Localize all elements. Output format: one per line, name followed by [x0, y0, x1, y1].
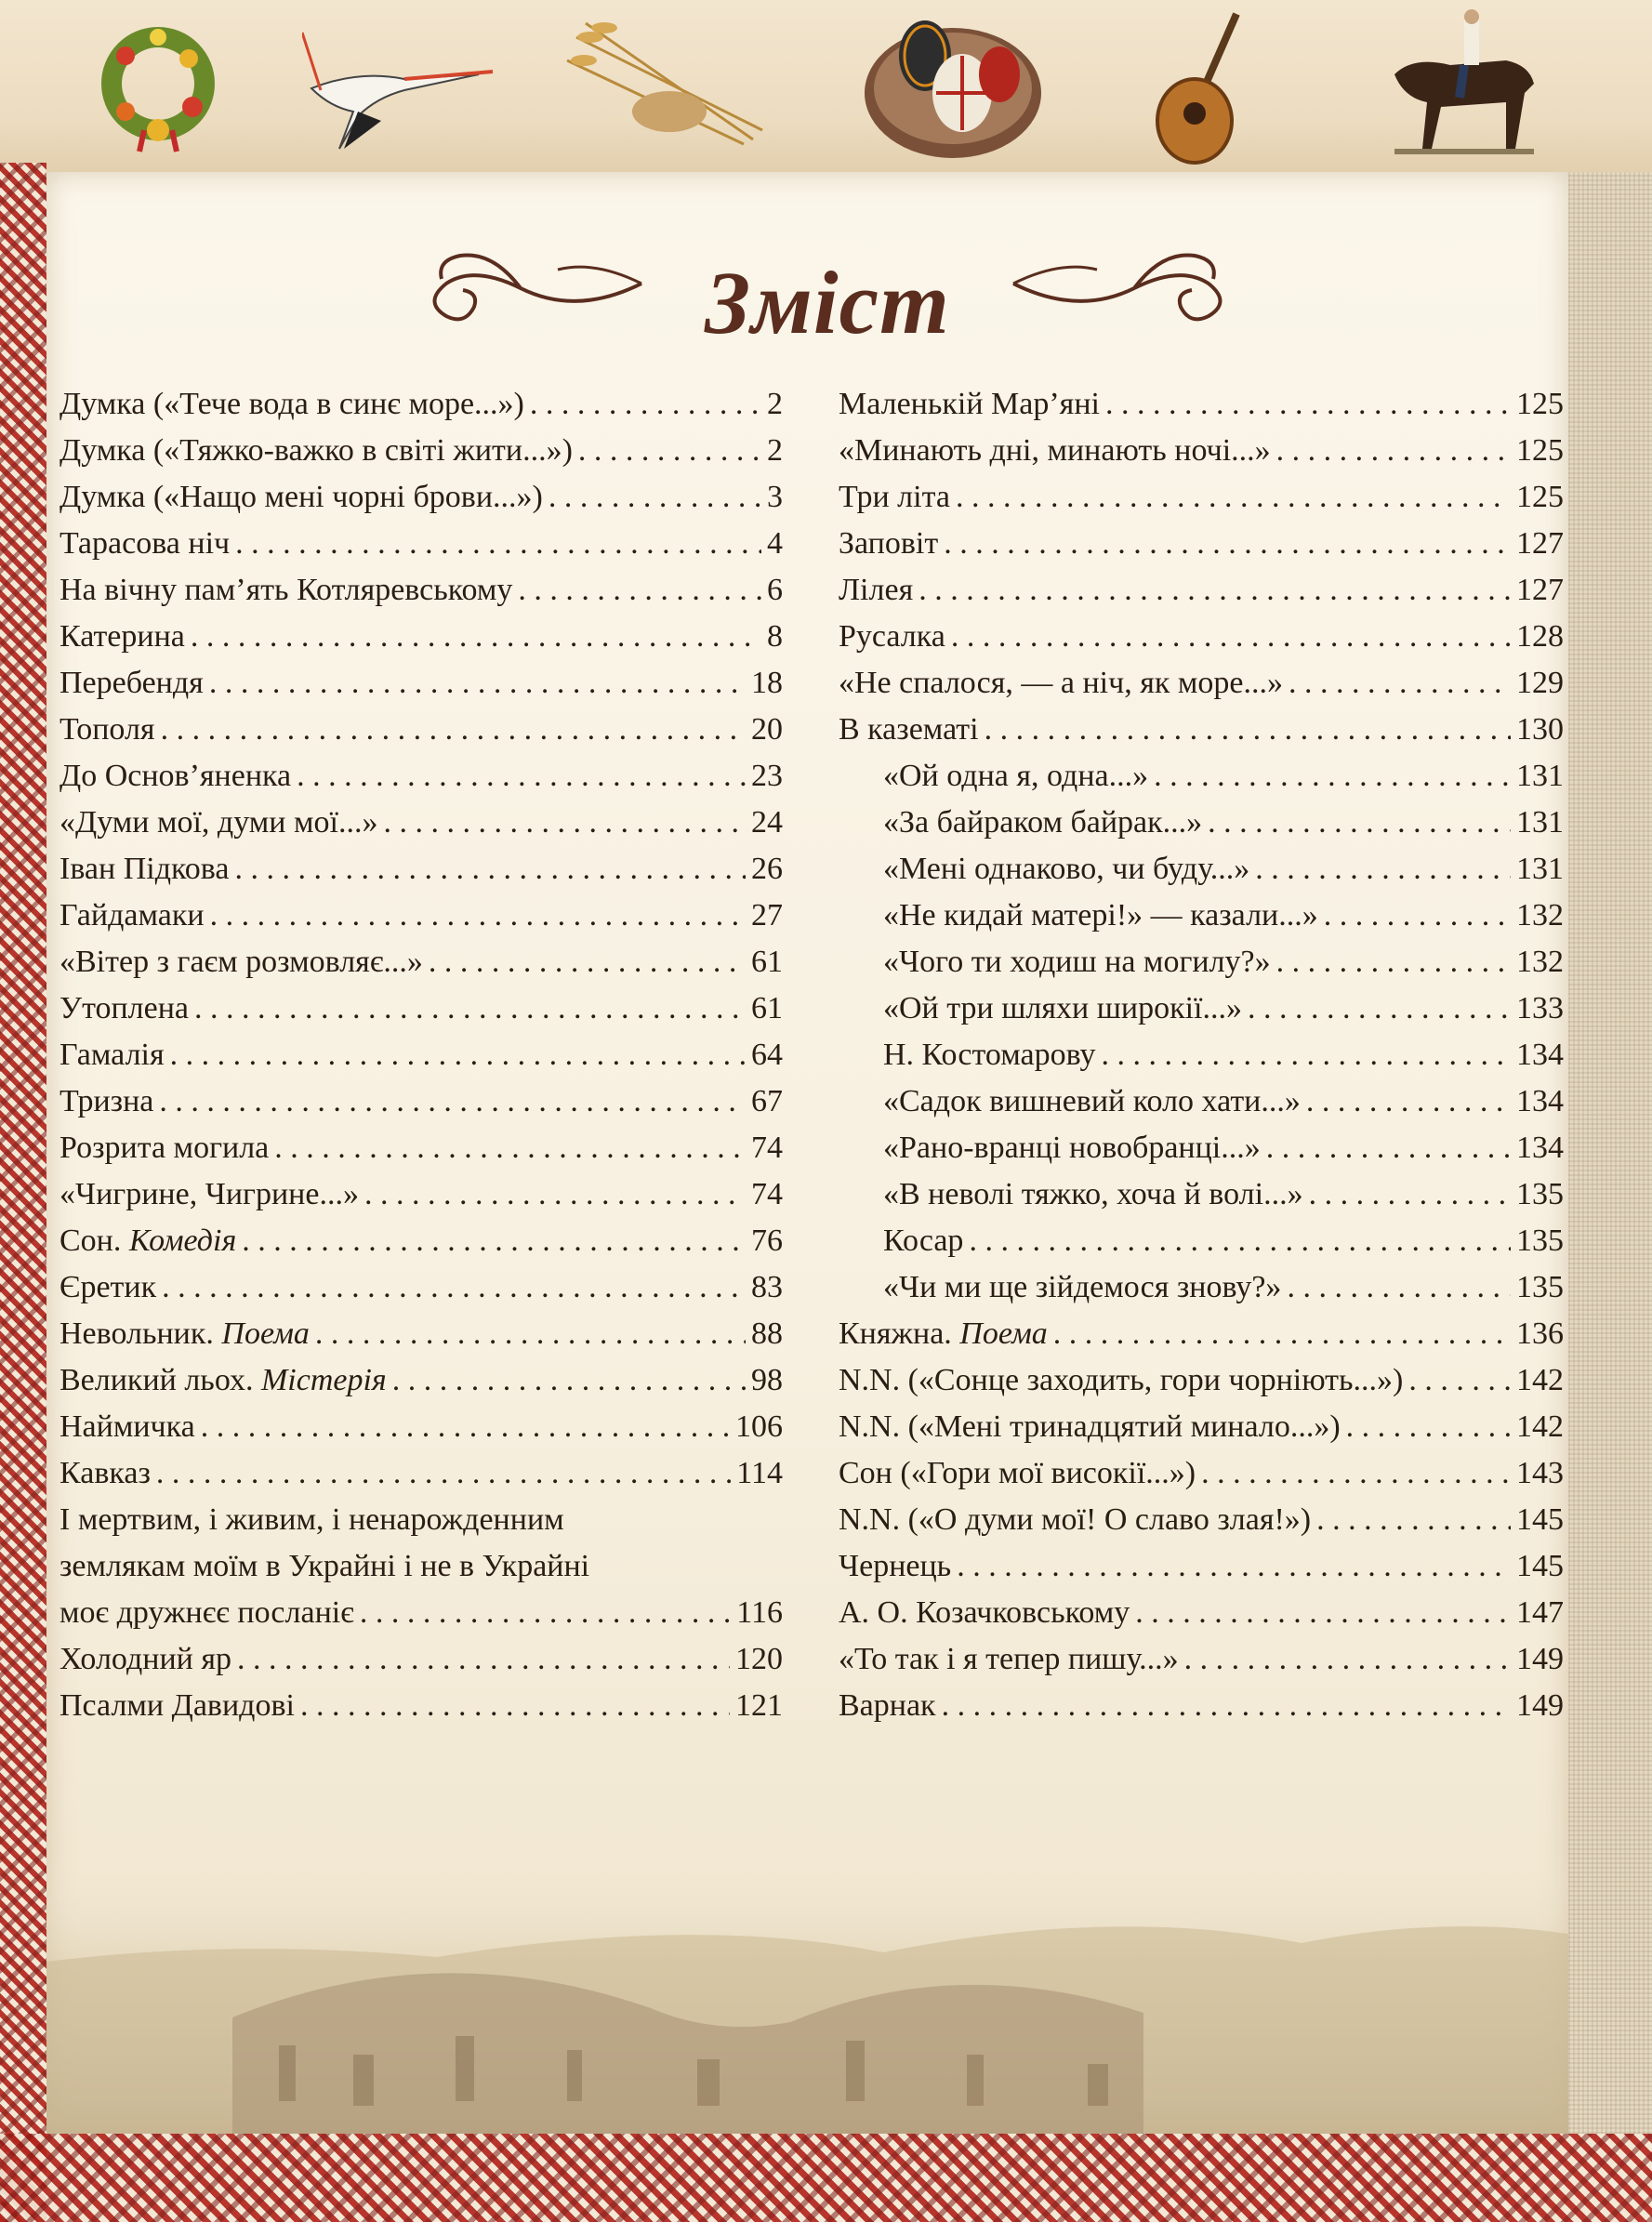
- toc-entry-title: Думка («Тяжко-важко в світі жити...»): [59, 433, 573, 468]
- toc-entry-page: 133: [1516, 991, 1564, 1025]
- toc-entry[interactable]: [839, 428, 1564, 474]
- toc-entry-title: «Садок вишневий коло хати...»: [883, 1084, 1301, 1118]
- stork-icon: [302, 23, 497, 153]
- toc-entry-title: Катерина: [59, 619, 185, 654]
- dot-leader: [1201, 1450, 1511, 1497]
- dot-leader: [159, 1078, 746, 1125]
- toc-entry[interactable]: [839, 474, 1564, 521]
- dot-leader: [1276, 428, 1511, 474]
- toc-entry-genre: Комедія: [128, 1223, 237, 1258]
- dot-leader: [300, 1683, 730, 1729]
- toc-entry[interactable]: [839, 800, 1564, 846]
- toc-entry-page: 131: [1516, 852, 1564, 886]
- toc-entry-title: N.N. («Сонце заходить, гори чорніють...»): [839, 1363, 1404, 1397]
- toc-entry[interactable]: [839, 1450, 1564, 1497]
- toc-entry-page: 74: [751, 1177, 783, 1211]
- right-flourish-icon: [1004, 232, 1246, 335]
- dot-leader: [951, 614, 1511, 660]
- dot-leader: [191, 614, 761, 660]
- dot-leader: [235, 846, 746, 893]
- toc-entry-title: «Не кидай матері!» — казали...»: [883, 898, 1318, 932]
- dot-leader: [1208, 800, 1511, 846]
- dot-leader: [201, 1404, 730, 1450]
- toc-entry-page: 88: [751, 1316, 783, 1351]
- dot-leader: [1309, 1171, 1511, 1218]
- toc-entry-title: «В неволі тяжко, хоча й волі...»: [883, 1177, 1303, 1211]
- toc-entry[interactable]: [839, 753, 1564, 800]
- toc-entry-title: «Чи ми ще зійдемося знову?»: [883, 1270, 1282, 1304]
- dot-leader: [1287, 1264, 1511, 1311]
- toc-entry[interactable]: [839, 707, 1564, 753]
- dot-leader: [919, 567, 1511, 614]
- toc-entry-title: «Мені однаково, чи буду...»: [883, 852, 1250, 886]
- wreath-icon: [88, 14, 228, 153]
- dot-leader: [969, 1218, 1511, 1264]
- toc-entry-title: Варнак: [839, 1688, 936, 1723]
- dot-leader: [1184, 1636, 1511, 1683]
- toc-entry-title: Розрита могила: [59, 1131, 270, 1165]
- toc-entry-page: 2: [767, 433, 783, 468]
- toc-entry-title: Маленькій Мар’яні: [839, 387, 1100, 421]
- dot-leader: [1105, 381, 1511, 428]
- toc-entry-page: 135: [1516, 1177, 1564, 1211]
- toc-entry-page: 132: [1516, 945, 1564, 979]
- dot-leader: [162, 1264, 746, 1311]
- toc-entry[interactable]: [59, 1311, 783, 1357]
- dot-leader: [1255, 846, 1511, 893]
- toc-entry-title: «Думи мої, думи мої...»: [59, 805, 378, 840]
- toc-entry-page: 127: [1516, 526, 1564, 561]
- toc-entry[interactable]: [839, 1357, 1564, 1404]
- dot-leader: [429, 939, 746, 985]
- dot-leader: [383, 800, 746, 846]
- toc-entry-page: 61: [751, 991, 783, 1025]
- toc-entry-page: 135: [1516, 1270, 1564, 1304]
- toc-entry-page: 4: [767, 526, 783, 561]
- toc-entry-page: 149: [1516, 1688, 1564, 1723]
- toc-entry-title-line: моє дружнєє посланіє: [59, 1595, 354, 1630]
- dot-leader: [1306, 1078, 1511, 1125]
- toc-entry-title: Княжна. Поема: [839, 1316, 1048, 1351]
- dot-leader: [161, 707, 746, 753]
- dot-leader: [237, 1636, 730, 1683]
- linen-border-right: [1568, 172, 1652, 2134]
- toc-entry-title: Думка («Нащо мені чорні брови...»): [59, 480, 543, 514]
- dot-leader: [1154, 753, 1511, 800]
- toc-entry[interactable]: [839, 893, 1564, 939]
- toc-entry-title-line: І мертвим, і живим, і ненарожденним: [59, 1502, 564, 1537]
- dot-leader: [942, 1683, 1511, 1729]
- dot-leader: [1266, 1125, 1511, 1171]
- toc-entry-page: 145: [1516, 1502, 1564, 1537]
- dot-leader: [1316, 1497, 1511, 1543]
- toc-entry-page: 20: [751, 712, 783, 747]
- page-title: Зміст: [705, 253, 950, 352]
- toc-entry-page: 114: [736, 1456, 783, 1490]
- toc-entry-page: 67: [751, 1084, 783, 1118]
- toc-entry-page: 142: [1516, 1409, 1564, 1444]
- toc-entry-title: Три літа: [839, 480, 950, 514]
- dot-leader: [315, 1311, 746, 1357]
- toc-entry-page: 76: [751, 1223, 783, 1258]
- dot-leader: [360, 1590, 731, 1636]
- toc-entry-title: Тарасова ніч: [59, 526, 231, 561]
- toc-entry-page: 125: [1516, 387, 1564, 421]
- dot-leader: [156, 1450, 731, 1497]
- wheat-icon: [558, 9, 781, 158]
- toc-entry[interactable]: [839, 1404, 1564, 1450]
- dot-leader: [170, 1032, 746, 1078]
- toc-entry[interactable]: [59, 1171, 783, 1218]
- toc-entry-page: 6: [767, 573, 783, 607]
- toc-entry[interactable]: [59, 1264, 783, 1311]
- toc-entry[interactable]: [59, 1125, 783, 1171]
- toc-entry[interactable]: [59, 1683, 783, 1729]
- dot-leader: [944, 521, 1511, 567]
- steppe-landscape-illustration: [46, 1850, 1568, 2134]
- toc-entry-title: Великий льох. Містерія: [59, 1363, 387, 1397]
- toc-entry-title: А. О. Козачковському: [839, 1595, 1130, 1630]
- dot-leader: [956, 474, 1511, 521]
- toc-entry[interactable]: [839, 846, 1564, 893]
- toc-entry[interactable]: [59, 1218, 783, 1264]
- toc-entry[interactable]: [59, 1450, 783, 1497]
- toc-entry[interactable]: [839, 614, 1564, 660]
- toc-entry[interactable]: [839, 1636, 1564, 1683]
- toc-entry-title: Гайдамаки: [59, 898, 205, 932]
- toc-entry-title: «Ой три шляхи широкії...»: [883, 991, 1242, 1025]
- toc-entry-title: Утоплена: [59, 991, 190, 1025]
- toc-entry-page: 74: [751, 1131, 783, 1165]
- toc-entry-page: 128: [1516, 619, 1564, 654]
- toc-entry-genre: Містерія: [260, 1363, 387, 1397]
- toc-column-left: [59, 381, 783, 1729]
- toc-entry-page: 132: [1516, 898, 1564, 932]
- toc-entry[interactable]: [59, 846, 783, 893]
- title-block: [409, 214, 1246, 353]
- toc-entry-page: 134: [1516, 1084, 1564, 1118]
- toc-entry-title: Наймичка: [59, 1409, 195, 1444]
- toc-entry-title: N.N. («О думи мої! О славо злая!»): [839, 1502, 1312, 1537]
- dot-leader: [1102, 1032, 1511, 1078]
- toc-entry-title: Іван Підкова: [59, 852, 230, 886]
- toc-entry[interactable]: [59, 521, 783, 567]
- toc-entry[interactable]: [839, 567, 1564, 614]
- toc-entry-title: Косар: [883, 1223, 964, 1258]
- toc-entry[interactable]: [839, 1218, 1564, 1264]
- dot-leader: [578, 428, 761, 474]
- dot-leader: [1053, 1311, 1511, 1357]
- toc-entry-title: «То так і я тепер пишу...»: [839, 1642, 1179, 1676]
- toc-column-right: [839, 381, 1564, 1729]
- toc-entry-title: Псалми Давидові: [59, 1688, 295, 1723]
- toc-entry-title: Думка («Тече вода в синє море...»): [59, 387, 524, 421]
- toc-entry-page: 2: [767, 387, 783, 421]
- toc-entry[interactable]: [839, 1683, 1564, 1729]
- toc-entry-title: Сон («Гори мої високії...»): [839, 1456, 1196, 1490]
- toc-entry[interactable]: [59, 567, 783, 614]
- toc-entry-title: До Основ’яненка: [59, 759, 292, 793]
- toc-entry[interactable]: [59, 1357, 783, 1404]
- toc-entry-title: Тризна: [59, 1084, 154, 1118]
- toc-entry[interactable]: [839, 1311, 1564, 1357]
- toc-entry[interactable]: [59, 428, 783, 474]
- toc-entry-title: N.N. («Мені тринадцятий минало...»): [839, 1409, 1341, 1444]
- toc-entry-page: 98: [751, 1363, 783, 1397]
- cossack-rider-icon: [1376, 9, 1543, 163]
- toc-entry-page: 136: [1516, 1316, 1564, 1351]
- toc-entry[interactable]: [59, 800, 783, 846]
- toc-entry-title: «Минають дні, минають ночі...»: [839, 433, 1271, 468]
- toc-entry[interactable]: [59, 893, 783, 939]
- dot-leader: [1346, 1404, 1511, 1450]
- toc-entry-title: «Чого ти ходиш на могилу?»: [883, 945, 1271, 979]
- toc-entry-page: 145: [1516, 1549, 1564, 1583]
- toc-entry-title: Гамалія: [59, 1038, 165, 1072]
- dot-leader: [1135, 1590, 1511, 1636]
- decorative-header-band: [0, 0, 1652, 174]
- toc-entry-title: На вічну пам’ять Котляревському: [59, 573, 513, 607]
- toc-entry[interactable]: [59, 1404, 783, 1450]
- toc-entry-genre: Поема: [221, 1316, 310, 1351]
- toc-entry-page: 26: [751, 852, 783, 886]
- toc-entry-title: «Не спалося, — а ніч, як море...»: [839, 666, 1283, 700]
- toc-entry[interactable]: [59, 753, 783, 800]
- toc-entry[interactable]: [59, 381, 783, 428]
- dot-leader: [274, 1125, 746, 1171]
- toc-entry-title: Чернець: [839, 1549, 952, 1583]
- toc-entry-page: 135: [1516, 1223, 1564, 1258]
- dot-leader: [297, 753, 746, 800]
- toc-entry-page: 134: [1516, 1038, 1564, 1072]
- toc-entry-title: «Ой одна я, одна...»: [883, 759, 1149, 793]
- toc-entry[interactable]: [59, 474, 783, 521]
- toc-entry[interactable]: [59, 1636, 783, 1683]
- dot-leader: [1276, 939, 1511, 985]
- toc-entry-title: Сон. Комедія: [59, 1223, 237, 1258]
- toc-entry-title: Русалка: [839, 619, 945, 654]
- dot-leader: [1289, 660, 1511, 707]
- toc-entry-title: Н. Костомарову: [883, 1038, 1096, 1072]
- dot-leader: [210, 893, 746, 939]
- toc-entry-page: 143: [1516, 1456, 1564, 1490]
- toc-entry[interactable]: [59, 614, 783, 660]
- toc-entry-page: 61: [751, 945, 783, 979]
- dot-leader: [985, 707, 1511, 753]
- toc-entry-page: 83: [751, 1270, 783, 1304]
- toc-entry-page: 127: [1516, 573, 1564, 607]
- toc-entry[interactable]: [59, 660, 783, 707]
- dot-leader: [518, 567, 761, 614]
- toc-entry-title: «Вітер з гаєм розмовляє...»: [59, 945, 423, 979]
- toc-entry-page: 8: [767, 619, 783, 654]
- toc-entry-page: 106: [735, 1409, 783, 1444]
- toc-entry[interactable]: [839, 939, 1564, 985]
- dot-leader: [209, 660, 746, 707]
- toc-entry-title: Холодний яр: [59, 1642, 231, 1676]
- dot-leader: [548, 474, 761, 521]
- toc-entry-page: 64: [751, 1038, 783, 1072]
- toc-entry-page: 130: [1516, 712, 1564, 747]
- toc-entry[interactable]: [839, 1078, 1564, 1125]
- toc-entry-page: 18: [751, 666, 783, 700]
- toc-entry-title: В казематі: [839, 712, 979, 747]
- toc-entry-title: «За байраком байрак...»: [883, 805, 1203, 840]
- toc-entry-page: 134: [1516, 1131, 1564, 1165]
- toc-entry-page: 131: [1516, 759, 1564, 793]
- toc-entry[interactable]: [839, 660, 1564, 707]
- toc-entry-page: 149: [1516, 1642, 1564, 1676]
- toc-entry[interactable]: [839, 1543, 1564, 1590]
- toc-entry-title: Перебендя: [59, 666, 204, 700]
- toc-entry[interactable]: [839, 521, 1564, 567]
- toc-entry-title: Заповіт: [839, 526, 939, 561]
- toc-entry-last-line: [59, 1590, 783, 1636]
- toc-entry-page: 27: [751, 898, 783, 932]
- dot-leader: [364, 1171, 746, 1218]
- toc-entry-genre: Поема: [959, 1316, 1048, 1351]
- toc-entry-title: «Чигрине, Чигрине...»: [59, 1177, 359, 1211]
- toc-entry-title: Лілея: [839, 573, 914, 607]
- toc-entry-title-line: землякам моїм в Украйні і не в Украйні: [59, 1549, 590, 1583]
- dot-leader: [1248, 985, 1511, 1032]
- dot-leader: [242, 1218, 746, 1264]
- toc-entry[interactable]: [839, 1590, 1564, 1636]
- toc-entry-page: 129: [1516, 666, 1564, 700]
- dot-leader: [392, 1357, 746, 1404]
- toc-entry[interactable]: [59, 985, 783, 1032]
- toc-entry[interactable]: [59, 1078, 783, 1125]
- dot-leader: [1324, 893, 1511, 939]
- dot-leader: [235, 521, 761, 567]
- toc-entry-page: 116: [736, 1595, 783, 1630]
- toc-entry[interactable]: [839, 1125, 1564, 1171]
- toc-entry[interactable]: [839, 1264, 1564, 1311]
- toc-entry-page: 125: [1516, 480, 1564, 514]
- dot-leader: [530, 381, 761, 428]
- toc-entry[interactable]: [839, 1171, 1564, 1218]
- toc-entry-page: 23: [751, 759, 783, 793]
- toc-entry[interactable]: [839, 985, 1564, 1032]
- toc-entry[interactable]: [839, 1497, 1564, 1543]
- toc-entry-multiline[interactable]: [59, 1497, 783, 1636]
- embroidery-border-left: [0, 163, 46, 2222]
- toc-entry-page: 125: [1516, 433, 1564, 468]
- dot-leader: [194, 985, 746, 1032]
- toc-entry-page: 142: [1516, 1363, 1564, 1397]
- bandura-icon: [1153, 9, 1255, 167]
- toc-entry-page: 131: [1516, 805, 1564, 840]
- dot-leader: [1408, 1357, 1511, 1404]
- toc-entry-title: Кавказ: [59, 1456, 151, 1490]
- toc-entry[interactable]: [59, 1032, 783, 1078]
- pysanky-icon: [860, 5, 1046, 163]
- toc-entry-title: Тополя: [59, 712, 155, 747]
- toc-entry[interactable]: [59, 939, 783, 985]
- toc-entry[interactable]: [839, 381, 1564, 428]
- toc-entry-page: 147: [1516, 1595, 1564, 1630]
- toc-entry[interactable]: [839, 1032, 1564, 1078]
- embroidery-border-bottom: [0, 2134, 1652, 2222]
- toc-entry-page: 3: [767, 480, 783, 514]
- toc-entry-title: «Рано-вранці новобранці...»: [883, 1131, 1261, 1165]
- toc-entry-page: 121: [735, 1688, 783, 1723]
- dot-leader: [957, 1543, 1511, 1590]
- toc-entry-page: 24: [751, 805, 783, 840]
- toc-entry-title: Єретик: [59, 1270, 157, 1304]
- toc-entry[interactable]: [59, 707, 783, 753]
- toc-entry-page: 120: [735, 1642, 783, 1676]
- toc-entry-title: Невольник. Поема: [59, 1316, 310, 1351]
